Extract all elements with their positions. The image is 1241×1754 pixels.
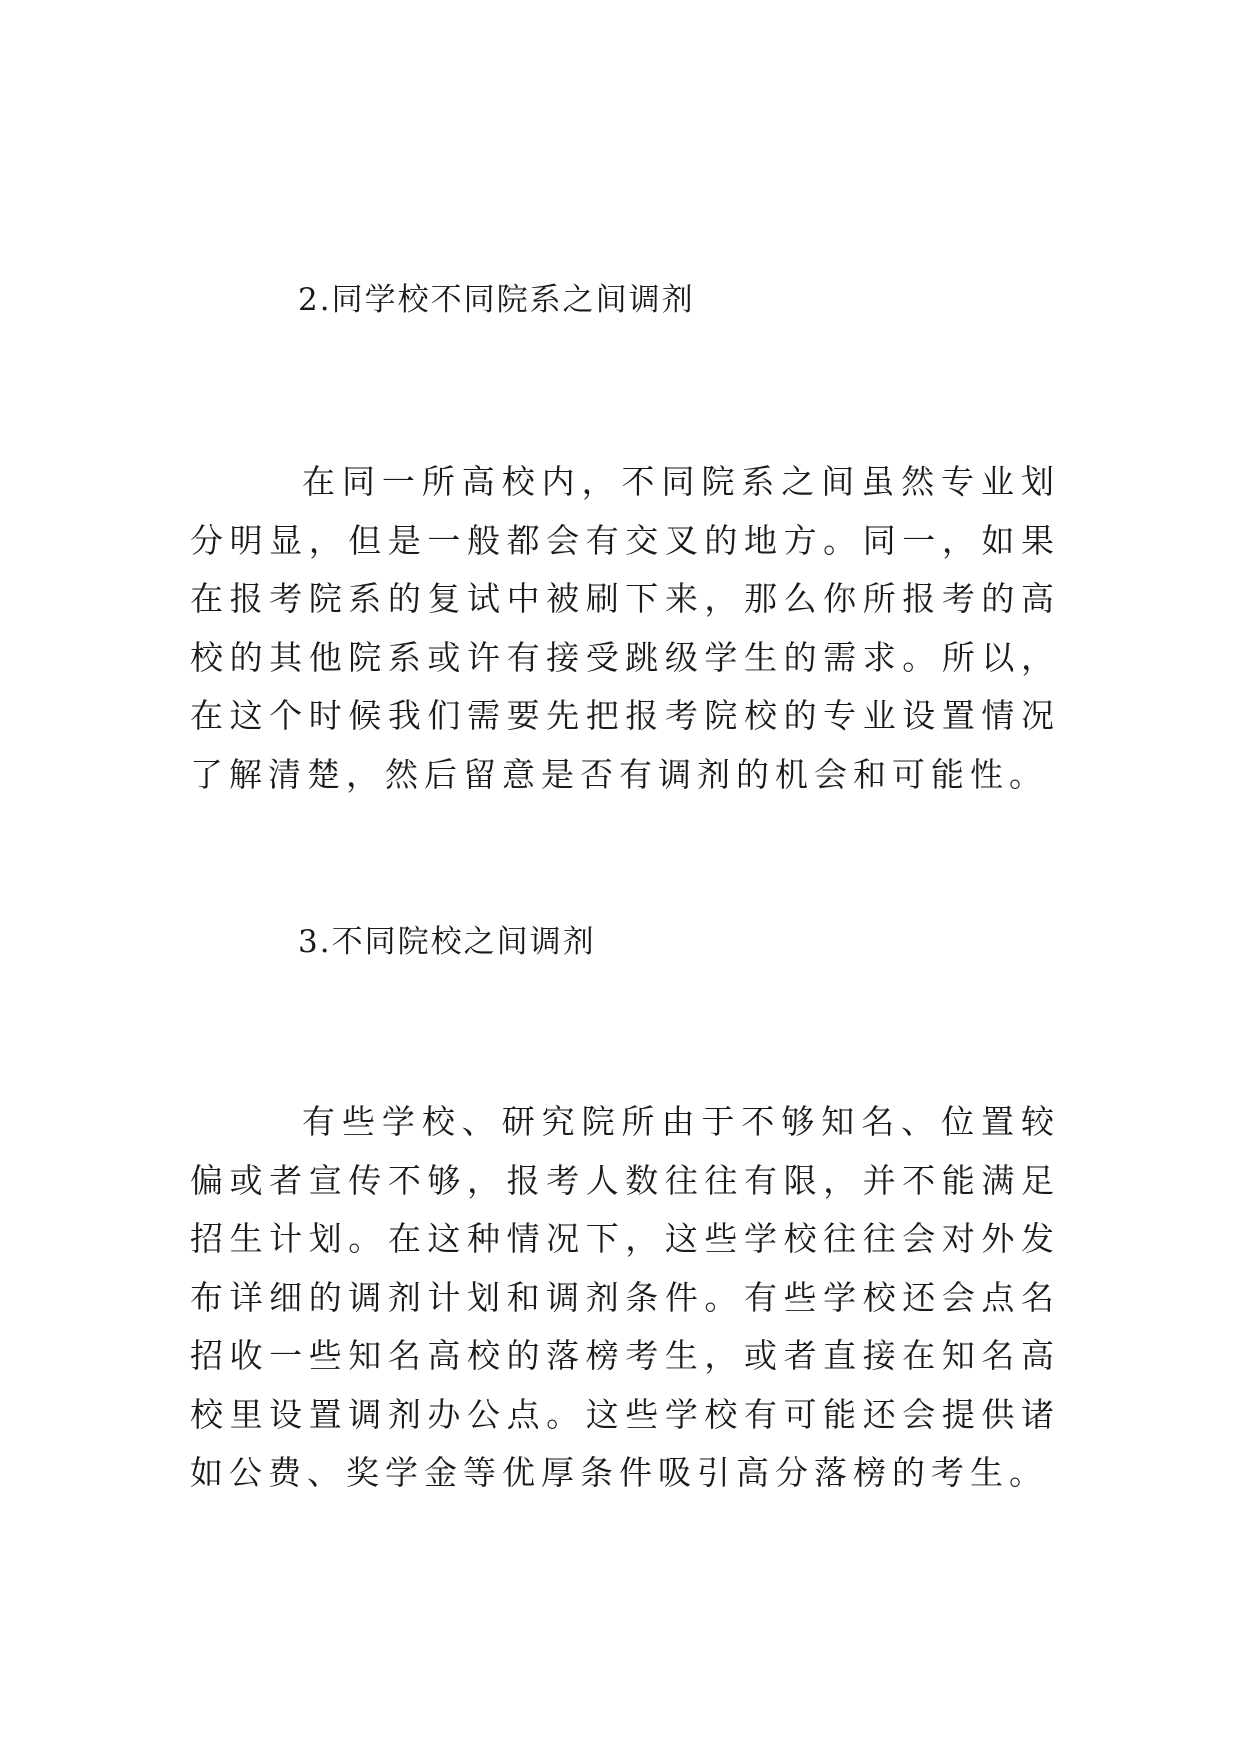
section-paragraph-2: 在同一所高校内，不同院系之间虽然专业划分明显，但是一般都会有交叉的地方。同一，如果在报考院系的复试中被刷下来，那么你所报考的高校的其他院系或许有接受跳级学生的需求。所以，在这个时候我们需要先把报考院校的专业设置情况了解清楚，然后留意是否有调剂的机会和可能性。 [190, 462, 1060, 794]
section-heading-2: 2.同学校不同院系之间调剂 [298, 282, 695, 318]
section-paragraph-3: 有些学校、研究院所由于不够知名、位置较偏或者宣传不够，报考人数往往有限，并不能满足招生计划。在这种情况下，这些学校往往会对外发布详细的调剂计划和调剂条件。有些学校还会点名招收一些知名高校的落榜考生，或者直接在知名高校里设置调剂办公点。这些学校有可能还会提供诸如公费、奖学金等优厚条件吸引高分落榜的考生。 [190, 1102, 1060, 1492]
section-heading-3: 3.不同院校之间调剂 [298, 924, 596, 960]
